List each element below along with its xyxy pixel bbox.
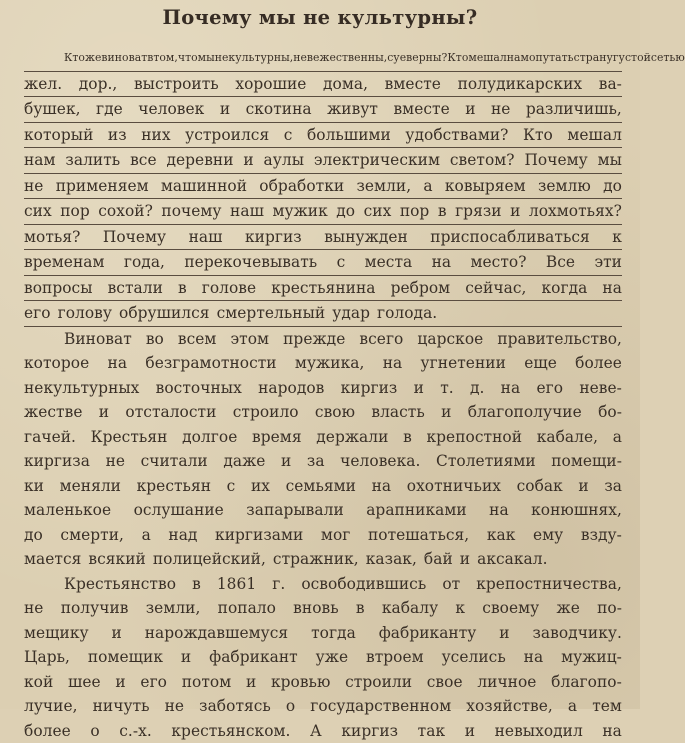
text-line: не получив земли, попало вновь в кабалу к своему же по- xyxy=(24,596,622,621)
text-line: более о с.-х. крестьянском. А киргиз так и невыходил на xyxy=(24,719,622,743)
text-line: Крестьянство в 1861 г. освободившись от крепостничества, xyxy=(24,572,622,597)
paragraph xyxy=(24,572,622,743)
text-line: вопросы встали в голове крестьянина ребром сейчас, когда на xyxy=(24,276,622,302)
text-line: Виноват во всем этом прежде всего царское правительство, xyxy=(24,327,622,352)
text-line: маленькое ослушание запарывали арапниками на конюшнях, xyxy=(24,498,622,523)
text-line: его голову обрушился смертельный удар голода. xyxy=(24,301,622,327)
paragraph xyxy=(24,46,622,327)
text-line: которое на безграмотности мужика, на угнетении еще более xyxy=(24,351,622,376)
text-line: ки меняли крестьян с их семьями на охотничьих собак и за xyxy=(24,474,622,499)
text-line: гачей. Крестьян долгое время держали в крепостной кабале, а xyxy=(24,425,622,450)
text-line: жестве и отсталости строило свою власть и благополучие бо- xyxy=(24,400,622,425)
text-line: сих пор сохой? почему наш мужик до сих пор в грязи и лохмотьях? xyxy=(24,199,622,225)
text-line: бушек, где человек и скотина живут вместе и не различишь, xyxy=(24,97,622,123)
text-line: мотья? Почему наш киргиз вынужден приспосабливаться к xyxy=(24,225,622,251)
article-title: Почему мы не культурны? xyxy=(0,6,640,29)
text-line: Царь, помещик и фабрикант уже втроем уселись на мужиц- xyxy=(24,645,622,670)
text-line: жел. дор., выстроить хорошие дома, вместе полудикарских ва- xyxy=(24,72,622,98)
text-line: Кто же виноват в том, что мы не культурны, невежественны, суеверны? Кто мешал нам опутать страну густой сетью xyxy=(24,46,622,72)
text-line: до смерти, а над киргизами мог потешаться, как ему взду- xyxy=(24,523,622,548)
text-line: не применяем машинной обработки земли, а ковыряем землю до xyxy=(24,174,622,200)
text-line: который из них устроился с большими удобствами? Кто мешал xyxy=(24,123,622,149)
text-line: мается всякий полицейский, стражник, казак, бай и аксакал. xyxy=(24,547,622,572)
text-line: временам года, перекочевывать с места на место? Все эти xyxy=(24,250,622,276)
text-line: мещику и нарождавшемуся тогда фабриканту и заводчику. xyxy=(24,621,622,646)
text-line: нам залить все деревни и аулы электрическим светом? Почему мы xyxy=(24,148,622,174)
text-line: кой шее и его потом и кровью строили свое личное благопо- xyxy=(24,670,622,695)
text-line: киргиза не считали даже и за человека. Столетиями помещи- xyxy=(24,449,622,474)
paragraph xyxy=(24,327,622,572)
article-body xyxy=(24,46,622,743)
text-line: лучие, ничуть не заботясь о государственном хозяйстве, а тем xyxy=(24,694,622,719)
text-line: некультурных восточных народов киргиз и т. д. на его неве- xyxy=(24,376,622,401)
